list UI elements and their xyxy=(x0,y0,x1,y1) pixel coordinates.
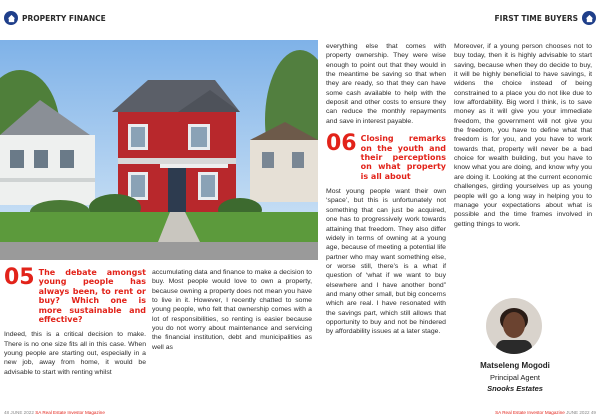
footer-left-date: JUNE 2022 xyxy=(10,410,34,415)
author-company: Snooks Estates xyxy=(487,384,543,393)
footer-right-page: 49 xyxy=(590,410,596,415)
author-name: Matseleng Mogodi xyxy=(480,361,550,370)
section-06-text: Most young people want their own ‘space’, but this is unfortunately not something that can just be acquired, one has to progressively work towards attaining that freedom. They also differ widely in terms of owning at a young age, because of meeting a potential life partner who may want something else, or worse still, there’s is a what if question of ‘what if we want to buy elsewhere and I have another bond” and many other small, but big concerns which are real. I have resonated with the savings part, which still allows that opportunity to buy and not be hindered by affordability issues at a later stage. xyxy=(326,188,446,336)
page-header-left xyxy=(4,10,106,26)
footer-right-date: JUNE 2022 xyxy=(566,410,590,415)
house-photo xyxy=(0,40,318,260)
footer-left-page: 48 xyxy=(4,410,10,415)
column-2 xyxy=(152,268,312,352)
footer-left xyxy=(4,410,105,415)
section-05-text-col2: accumulating data and finance to make a decision to buy. Most people would love to own a property, because owning a property does not mean you have to live in it. However, I recently chatted to some young people, who felt that ownership comes with a lot of responsibilities, so renting is easier because you do not worry about maintenance and servicing the financial institution, debt and municipalities as well as xyxy=(152,269,312,351)
footer-right xyxy=(495,410,596,415)
column-4-text: Moreover, if a young person chooses not to buy today, then it is highly advisable to start saving, because when they do decide to buy, it will be highly beneficial to have savings, it widens the choice instead of being constrained to a place you do not like due to low affordability. Big word I think, is to save money as it will give you your immediate freedom, the government will not give you the freedom, you have to define what that freedom is for you, and you have to work towards that, property will never be a bad choice for wealth building, but you have to know what you are doing, and know why you are doing it. Looking at the current economic challenges, girding yourselves up as young people will go a long way in helping you to manage your expectations about what is possible and the time frames involved in getting things to work. xyxy=(454,43,592,228)
section-06-title: Closing remarks on the youth and their perceptions on what property is all about xyxy=(360,134,446,181)
house-icon xyxy=(582,11,596,25)
house-icon xyxy=(4,11,18,25)
column-3-top-text: everything else that comes with property ownership. They were wise enough to point out that they would in the meantime be saving so that when they are ready, so that they can have some cash available to help with the deposit and other costs to ensure they can reduce the monthly repayments and save in interest payable. xyxy=(326,43,446,125)
section-05-title: The debate amongst young people has always been, to rent or buy? Which one is more sustainable and effective? xyxy=(38,268,146,325)
column-1 xyxy=(4,265,146,377)
author-avatar xyxy=(486,298,542,354)
footer-right-magazine: SA Real Estate Investor Magazine xyxy=(495,410,565,415)
section-05-heading xyxy=(4,265,146,325)
section-05-text-col1: Indeed, this is a critical decision to make. There is no one size fits all in this case. When young people are starting out, especially in a new job, away from home, it would be advisable to start with renting whilst xyxy=(4,331,146,376)
author-role: Principal Agent xyxy=(489,373,541,382)
section-06-heading xyxy=(326,131,446,181)
section-title-right: FIRST TIME BUYERS xyxy=(494,13,578,23)
section-06-number: 06 xyxy=(326,131,357,157)
column-3 xyxy=(326,42,446,337)
section-05-number: 05 xyxy=(4,265,35,290)
footer-left-magazine: SA Real Estate Investor Magazine xyxy=(35,410,105,415)
page-header-right xyxy=(495,10,596,26)
section-title-left: PROPERTY FINANCE xyxy=(22,13,106,23)
column-4 xyxy=(454,42,592,229)
